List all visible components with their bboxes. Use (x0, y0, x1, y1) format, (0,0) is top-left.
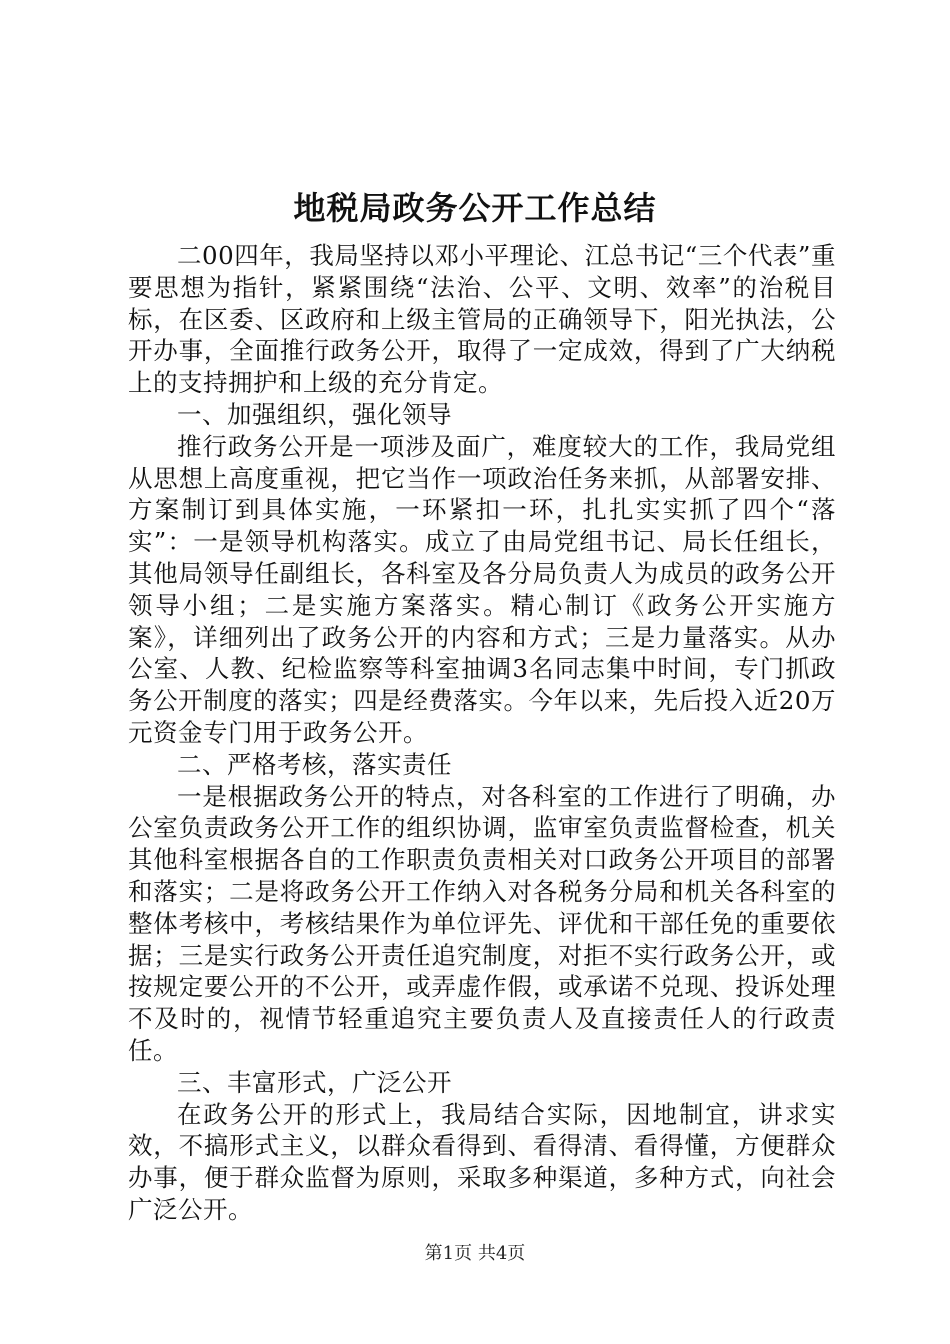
intro-paragraph: 二00四年，我局坚持以邓小平理论、江总书记“三个代表”重要思想为指针，紧紧围绕“法治、公平、文明、效率”的治税目标，在区委、区政府和上级主管局的正确领导下，阳光执法，公开办事，全面推行政务公开，取得了一定成效，得到了广大纳税上的支持拥护和上级的充分肯定。 (128, 241, 836, 398)
document-body (128, 240, 836, 1226)
document-title: 地税局政务公开工作总结 (293, 189, 657, 227)
section-paragraph-3: 在政务公开的形式上，我局结合实际，因地制宜，讲求实效，不搞形式主义，以群众看得到、看得清、看得懂，方便群众办事，便于群众监督为原则，采取多种渠道，多种方式，向社会广泛公开。 (128, 1099, 836, 1224)
page-number-footer: 第1页 共4页 (424, 1243, 526, 1264)
section-heading-3: 三、丰富形式，广泛公开 (177, 1067, 452, 1097)
section-paragraph-1: 推行政务公开是一项涉及面广，难度较大的工作，我局党组从思想上高度重视，把它当作一项政治任务来抓，从部署安排、方案制订到具体实施，一环紧扣一环，扎扎实实抓了四个“落实”：一是领导机构落实。成立了由局党组书记、局长任组长，其他局领导任副组长，各科室及各分局负责人为成员的政务公开领导小组；二是实施方案落实。精心制订《政务公开实施方案》，详细列出了政务公开的内容和方式；三是力量落实。从办公室、人教、纪检监察等科室抽调3名同志集中时间，专门抓政务公开制度的落实；四是经费落实。今年以来，先后投入近20万元资金专门用于政务公开。 (128, 431, 836, 747)
section-heading-1: 一、加强组织，强化领导 (177, 399, 452, 429)
section-paragraph-2: 一是根据政务公开的特点，对各科室的工作进行了明确，办公室负责政务公开工作的组织协调，监审室负责监督检查，机关其他科室根据各自的工作职责负责相关对口政务公开项目的部署和落实；二是将政务公开工作纳入对各税务分局和机关各科室的整体考核中，考核结果作为单位评先、评优和干部任免的重要依据；三是实行政务公开责任追究制度，对拒不实行政务公开，或按规定要公开的不公开，或弄虚作假，或承诺不兑现、投诉处理不及时的，视情节轻重追究主要负责人及直接责任人的行政责任。 (128, 781, 836, 1065)
section-heading-2: 二、严格考核，落实责任 (177, 749, 452, 779)
